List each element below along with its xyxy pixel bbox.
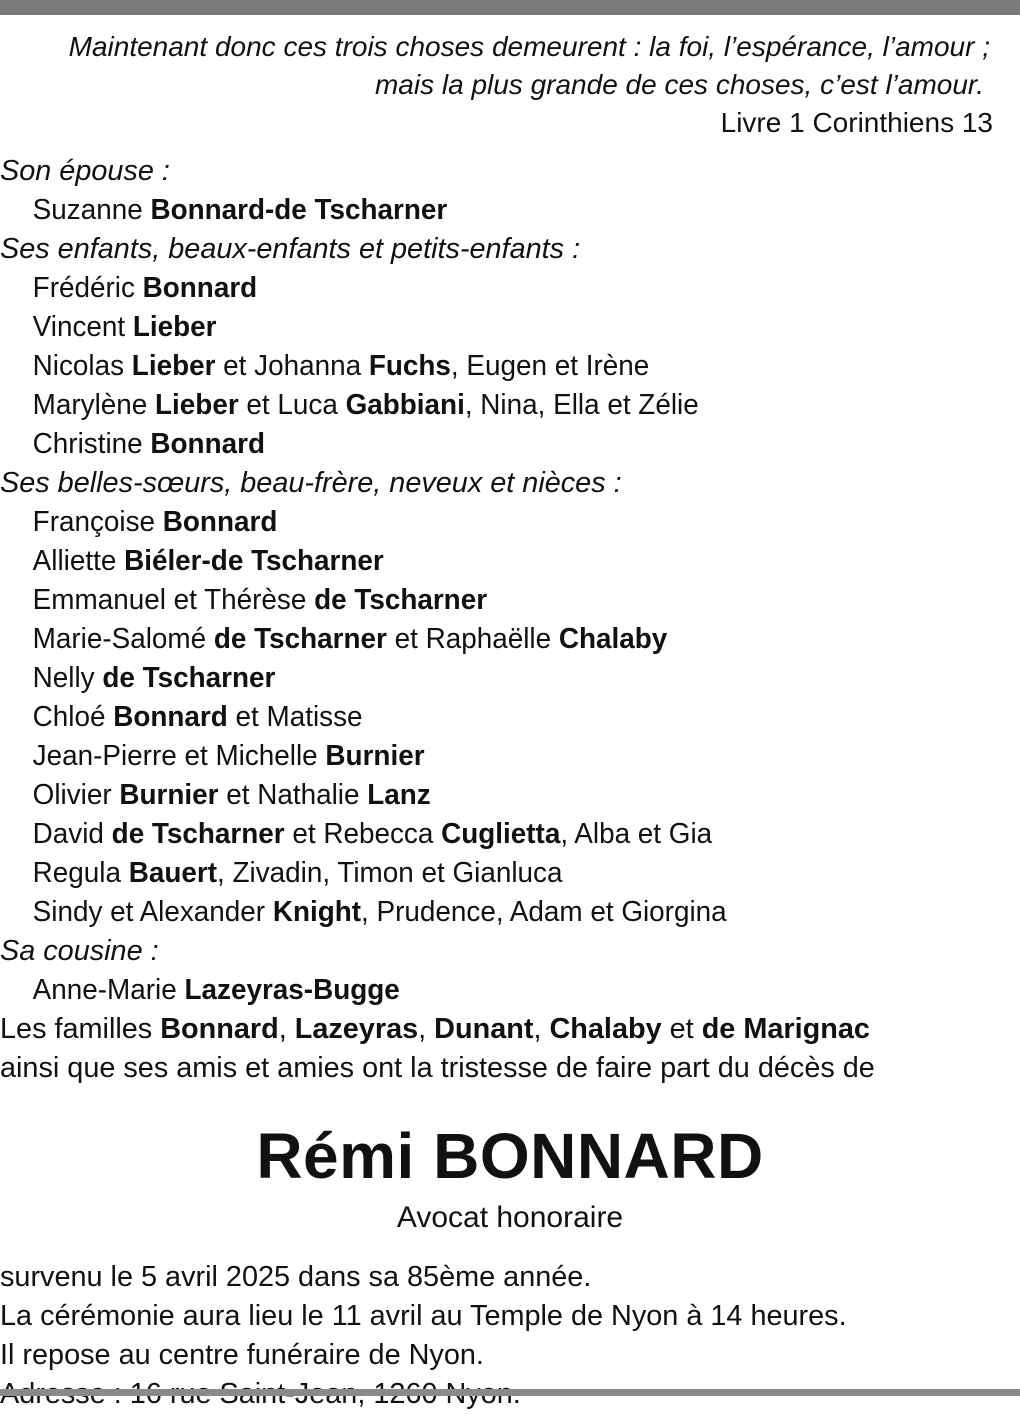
surname: Gabbiani	[345, 389, 465, 421]
surname: Bonnard	[142, 272, 258, 304]
announcement-body	[0, 152, 1020, 1414]
section-heading: Sa cousine :	[0, 935, 159, 967]
surname: Lieber	[155, 389, 239, 421]
surname: Bonnard	[113, 701, 228, 733]
text-segment: , Nina, Ella et Zélie	[464, 389, 699, 421]
text-segment: Marylène	[32, 389, 156, 421]
surname: Biéler-de Tscharner	[124, 545, 384, 577]
surname: Cuglietta	[441, 818, 561, 850]
text-segment: et	[661, 1013, 702, 1045]
surname: Lieber	[131, 350, 216, 382]
family-member	[0, 191, 980, 230]
surname: Burnier	[325, 740, 425, 772]
family-member	[0, 425, 980, 464]
surname: Bauert	[128, 857, 218, 889]
surname: Fuchs	[368, 350, 451, 382]
closing-line-ceremony: La cérémonie aura lieu le 11 avril au Temple de Nyon à 14 heures.	[0, 1300, 847, 1332]
text-segment: Olivier	[32, 779, 120, 811]
family-member	[0, 737, 980, 776]
surname: Chalaby	[549, 1013, 662, 1045]
surname: Lazeyras-Bugge	[184, 974, 400, 1006]
text-segment: et Luca	[238, 389, 346, 421]
text-segment: ,	[533, 1013, 550, 1045]
surname: Lieber	[132, 311, 217, 343]
epigraph-source: Livre 1 Corinthiens 13	[720, 107, 993, 138]
surname: Burnier	[119, 779, 219, 811]
surname: de Tscharner	[111, 818, 285, 850]
surname: Dunant	[434, 1013, 534, 1045]
text-segment: Françoise	[32, 506, 163, 538]
text-segment: Emmanuel et Thérèse	[32, 584, 315, 616]
text-segment: Les familles	[0, 1013, 161, 1045]
text-segment: et Rebecca	[284, 818, 442, 850]
text-segment: Sindy et Alexander	[32, 896, 273, 928]
families-line	[0, 1049, 1014, 1088]
text-segment: David	[32, 818, 112, 850]
family-member	[0, 581, 980, 620]
text-segment: Vincent	[32, 311, 133, 343]
text-segment: Suzanne	[32, 194, 151, 226]
families-paragraph	[0, 1010, 1020, 1088]
text-segment: ,	[418, 1013, 435, 1045]
surname: de Marignac	[701, 1013, 870, 1045]
surname: de Tscharner	[102, 662, 276, 694]
family-member	[0, 893, 980, 932]
text-segment: Frédéric	[32, 272, 143, 304]
surname: de Tscharner	[213, 623, 387, 655]
family-member	[0, 269, 980, 308]
text-segment: ainsi que ses amis et amies ont la tristesse de faire part du décès de	[0, 1052, 875, 1084]
section-heading: Ses enfants, beaux-enfants et petits-enfants :	[0, 233, 581, 265]
closing-line-rest: Il repose au centre funéraire de Nyon.	[0, 1339, 484, 1371]
surname: Bonnard	[160, 1013, 279, 1045]
family-member	[0, 815, 980, 854]
text-segment: , Alba et Gia	[560, 818, 713, 850]
family-member	[0, 308, 980, 347]
family-member	[0, 347, 980, 386]
text-segment: Chloé	[32, 701, 114, 733]
text-segment: et Raphaëlle	[386, 623, 559, 655]
deceased-block	[0, 1116, 1020, 1238]
text-segment: , Zivadin, Timon et Gianluca	[217, 857, 563, 889]
family-sections	[0, 152, 1020, 1010]
text-segment: Anne-Marie	[32, 974, 185, 1006]
family-member	[0, 620, 980, 659]
section-heading: Son épouse :	[0, 155, 170, 187]
surname: Bonnard	[150, 428, 265, 460]
text-segment: et Johanna	[215, 350, 369, 382]
text-segment: Alliette	[32, 545, 125, 577]
section-heading: Ses belles-sœurs, beau-frère, neveux et nièces :	[0, 467, 622, 499]
text-segment: ,	[278, 1013, 295, 1045]
families-line	[0, 1010, 1014, 1049]
closing-line-date: survenu le 5 avril 2025 dans sa 85ème année.	[0, 1261, 592, 1293]
family-member	[0, 971, 980, 1010]
surname: Lanz	[367, 779, 431, 811]
top-rule	[0, 0, 1020, 15]
surname: de Tscharner	[314, 584, 488, 616]
epigraph	[30, 28, 993, 142]
text-segment: , Prudence, Adam et Giorgina	[361, 896, 727, 928]
text-segment: Regula	[32, 857, 129, 889]
epigraph-line-1: Maintenant donc ces trois choses demeurent : la foi, l’espérance, l’amour ;	[68, 31, 990, 62]
surname: Lazeyras	[294, 1013, 419, 1045]
text-segment: Jean-Pierre et Michelle	[32, 740, 326, 772]
text-segment: Nelly	[32, 662, 103, 694]
family-member	[0, 854, 980, 893]
deceased-name: Rémi BONNARD	[256, 1120, 764, 1192]
surname: Knight	[272, 896, 362, 928]
text-segment: , Eugen et Irène	[450, 350, 650, 382]
bottom-rule	[0, 1389, 1020, 1396]
text-segment: Nicolas	[32, 350, 132, 382]
surname: Bonnard	[162, 506, 278, 538]
epigraph-line-2: mais la plus grande de ces choses, c’est l’amour.	[374, 69, 984, 100]
family-member	[0, 503, 980, 542]
family-member	[0, 659, 980, 698]
deceased-title: Avocat honoraire	[396, 1201, 624, 1234]
family-member	[0, 698, 980, 737]
family-member	[0, 542, 980, 581]
surname: Chalaby	[558, 623, 668, 655]
family-member	[0, 386, 980, 425]
surname: Bonnard-de Tscharner	[150, 194, 448, 226]
family-member	[0, 776, 980, 815]
text-segment: Marie-Salomé	[32, 623, 214, 655]
text-segment: et Nathalie	[218, 779, 368, 811]
text-segment: et Matisse	[227, 701, 363, 733]
text-segment: Christine	[32, 428, 151, 460]
